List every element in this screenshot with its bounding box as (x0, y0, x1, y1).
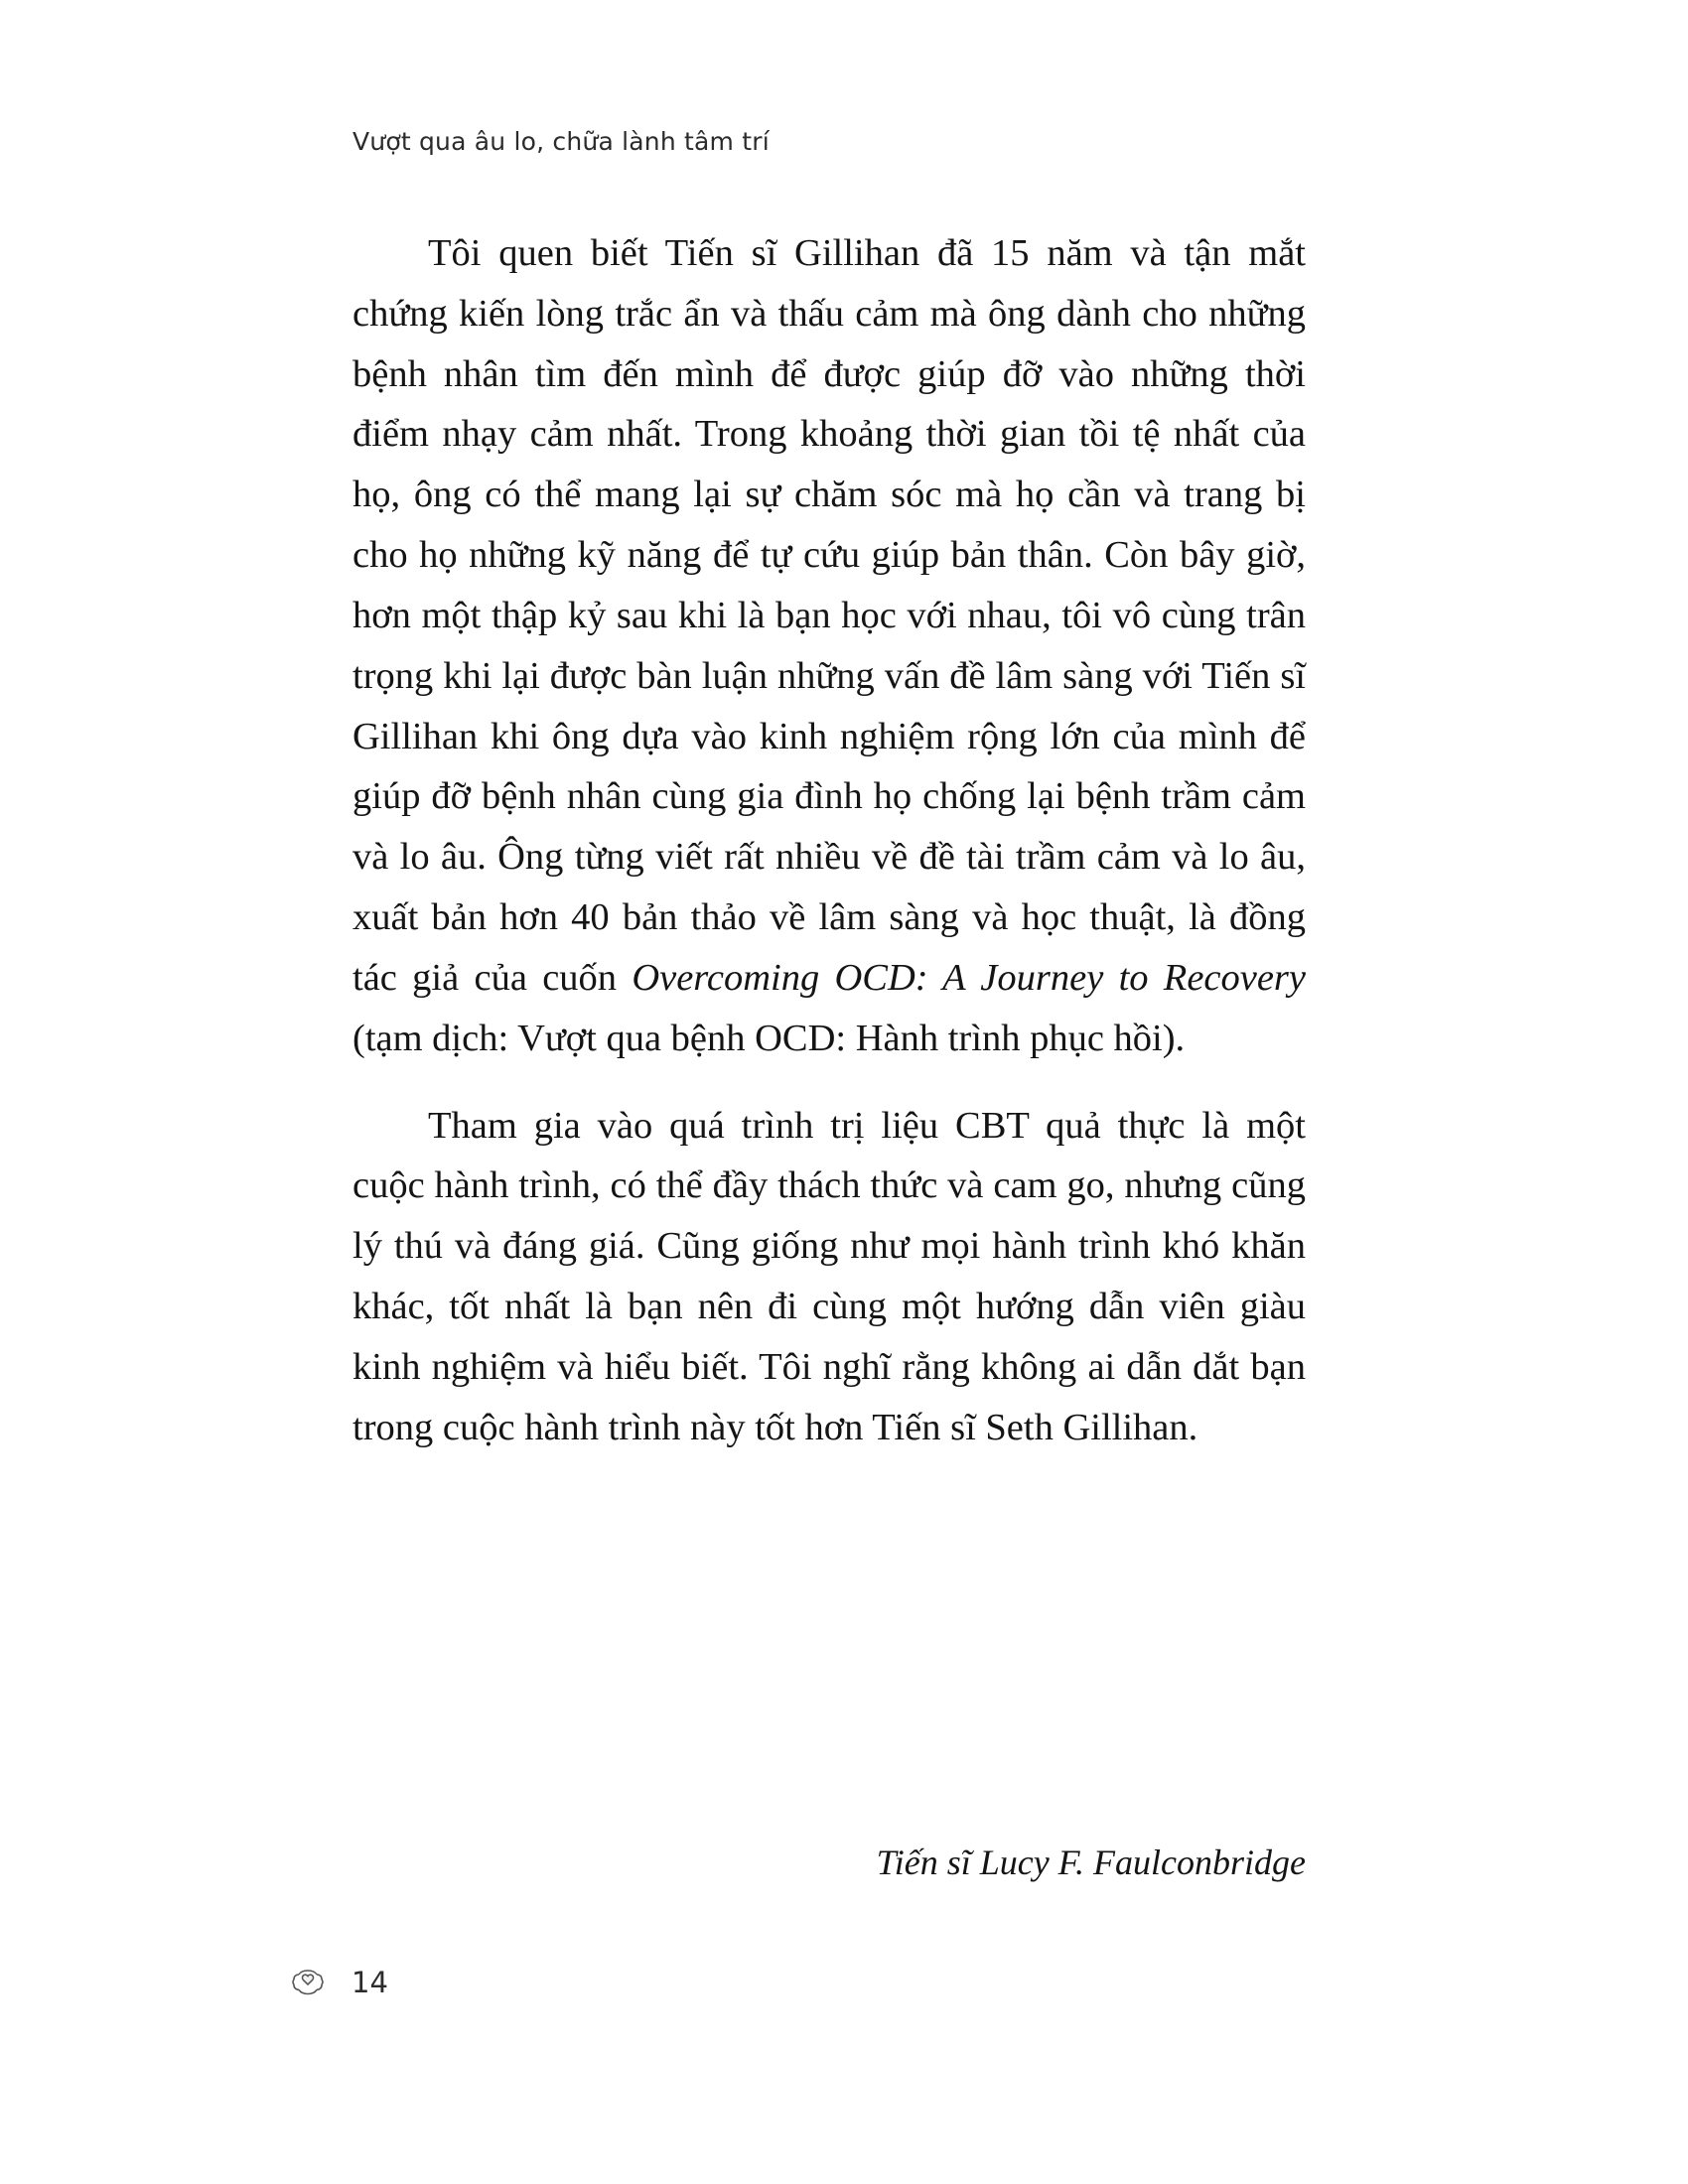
page-number: 14 (352, 1966, 388, 1999)
text-run: (tạm dịch: Vượt qua bệnh OCD: Hành trình phục hồi). (352, 1017, 1186, 1059)
folio (286, 1961, 388, 2004)
body-text-block (352, 223, 1306, 1458)
brain-heart-icon (286, 1961, 330, 2004)
italic-title-run: Overcoming OCD: A Journey to Recovery (632, 956, 1306, 999)
text-run: Tôi quen biết Tiến sĩ Gillihan đã 15 năm và tận mắt chứng kiến lòng trắc ẩn và thấu cảm mà ông dành cho những bệnh nhân tìm đến mình để được giúp đỡ vào những thời điểm nhạy cảm nhất. Trong khoảng thời gian tồi tệ nhất của họ, ông có thể mang lại sự chăm sóc mà họ cần và trang bị cho họ những kỹ năng để tự cứu giúp bản thân. Còn bây giờ, hơn một thập kỷ sau khi là bạn học với nhau, tôi vô cùng trân trọng khi lại được bàn luận những vấn đề lâm sàng với Tiến sĩ Gillihan khi ông dựa vào kinh nghiệm rộng lớn của mình để giúp đỡ bệnh nhân cùng gia đình họ chống lại bệnh trầm cảm và lo âu. Ông từng viết rất nhiều về đề tài trầm cảm và lo âu, xuất bản hơn 40 bản thảo về lâm sàng và học thuật, là đồng tác giả của cuốn (352, 232, 1306, 999)
running-head: Vượt qua âu lo, chữa lành tâm trí (352, 127, 770, 156)
signature-line: Tiến sĩ Lucy F. Faulconbridge (876, 1843, 1306, 1882)
paragraph (352, 223, 1306, 1069)
text-run: Tham gia vào quá trình trị liệu CBT quả thực là một cuộc hành trình, có thể đầy thách thức và cam go, nhưng cũng lý thú và đáng giá. Cũng giống như mọi hành trình khó khăn khác, tốt nhất là bạn nên đi cùng một hướng dẫn viên giàu kinh nghiệm và hiểu biết. Tôi nghĩ rằng không ai dẫn dắt bạn trong cuộc hành trình này tốt hơn Tiến sĩ Seth Gillihan. (352, 1104, 1306, 1448)
paragraph (352, 1096, 1306, 1458)
